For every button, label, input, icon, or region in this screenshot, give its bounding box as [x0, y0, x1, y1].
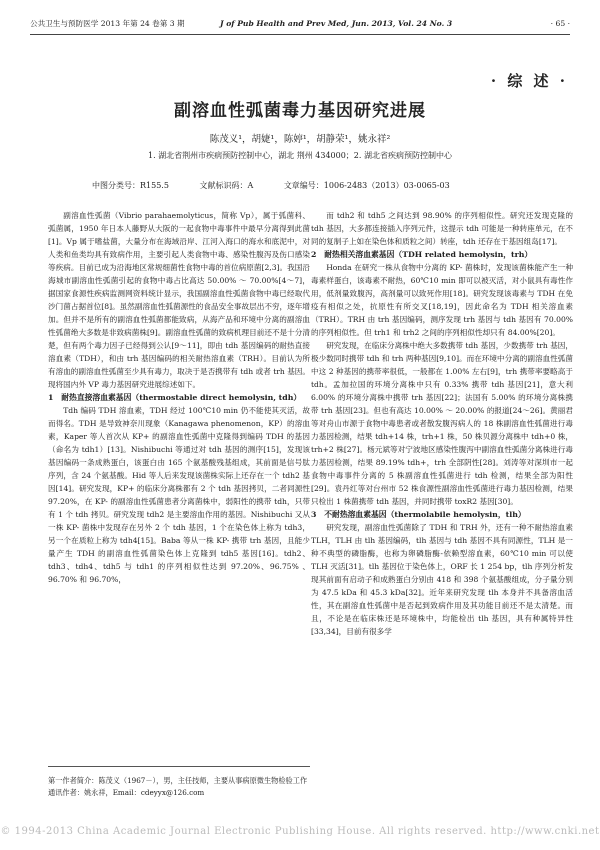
affiliations: 1. 湖北省荆州市疾病预防控制中心，湖北 荆州 434000；2. 湖北省疾病预防控制中心	[148, 151, 452, 160]
footnote	[48, 766, 310, 799]
left-column	[48, 209, 310, 586]
header-page-number: · 65 ·	[550, 19, 570, 28]
running-header	[30, 14, 570, 35]
continued-paragraph: 而 tdh2 和 tdh5 之间达到 98.90% 的序列相似性。研究还发现克隆的 tdh 基因，大多都连接插入序列元件，这提示 tdh 可能是一种转座单元，在不同的复制子上如在染色体和质粒之间）转座，tdh 还存在于基因组岛[17]。	[311, 211, 573, 246]
section-1-paragraph: Tdh 编码 TDH 溶血素，TDH 经过 100℃10 min 仍不能使其灭活，故而得名。TDH 是导致神奈川现象（Kanagawa phenomenon，KP）的溶血素，Kaper 等人首次从 KP+ 的副溶血性弧菌中克隆得到编码 TDH 的基因（命名为 tdh1）[13]。Nishibuchi 等通过对 tdh 基因的测序[15]，发现该基因编码一条成熟蛋白，该蛋白由 165 个氨基酸残基组成，其前面是信号肽序列，含 24 个氨基酸。Hid 等人后来发现该菌株实际上还存在一个 tdh2 基因[14]。研究发现，KP+ 的临床分离株都有 2 个 tdh 基因拷贝，二者同源性 97.20%，在 KP- 的副溶血性弧菌患者分离菌株中，弱阳性的携带 tdh，只带有 1 个 tdh 拷贝。研究发现 tdh2 是主要溶血作用的基因。Nishibuchi 又从一株 KP- 菌株中发现存在另外 2 个 tdh 基因，1 个在染色体上称为 tdh3，另一个在质粒上称为 tdh4[15]。Baba 等从一株 KP- 携带 trh 基因，且能少量产生 TDH 的副溶血性弧菌染色体上克隆到 tdh5 基因[16]。tdh2、tdh3、tdh4、tdh5 与 tdh1 的序列相似性达到 97.20%、96.75% 、96.70% 和 96.70%，	[48, 406, 310, 584]
section-2-paragraph-1: Honda 在研究一株从食物中分离的 KP- 菌株时，发现该菌株能产生一种毒素样蛋白，该毒素不耐热，60℃10 min 即可以被灭活，对小鼠具有毒性作用，低剂量致腹泻，高剂量可以致死作用[18]。研究发现该毒素与 TDH 在免疫有相似之处，抗原性有所交叉[18,19]，因此命名为 TDH 相关溶血素（TRH）。TRH 由 trh 基因编码，测序发现 trh 基因与 tdh 基因有 70.00% 的序列相似性。但 trh1 和 trh2 之间的序列相似性却只有 84.00%[20]。	[311, 263, 573, 337]
section-tag: · 综 述 ·	[490, 72, 568, 90]
right-column	[311, 209, 573, 638]
author-bio: 第一作者简介：陈茂义（1967－），男，主任技师，主要从事病原微生物检验工作	[48, 776, 308, 785]
header-journal-cn: 公共卫生与预防医学 2013 年第 24 卷第 3 期	[30, 19, 185, 28]
intro-paragraph: 副溶血性弧菌（Vibrio parahaemolyticus，简称 Vp），属于弧菌科、弧菌属，1950 年日本人藤野从大阪的一起食物中毒事件中最早分离得到此菌[1]。Vp 属于嗜盐菌，大量分布在海域沿岸、江河入海口的海水和底泥中，对人类和鱼类均具有致病作用，主要引起人类食物中毒、感染性腹泻及伤口感染等疾病。目前已成为沿海地区常规细菌性食物中毒的首位病原菌[2,3]。我国沿海城市副溶血性弧菌引起的食物中毒占比高达 50.00% ～ 70.00%[4～7]，据国家食源性疾病监测网资料统计显示，我国副溶血性弧菌食物中毒已经取代沙门菌占据首位[8]。虽然副溶血性弧菌源性的食品安全事故层出不穷，逐年增加。但并不是所有的副溶血性弧菌都能致病，从海产品和环境中分离的副溶血性弧菌绝大多数是非致病菌株[9]。副溶血性弧菌的致病机理目前还不是十分清楚，但有两个毒力因子已经得到公认[9～11]，即由 tdh 基因编码的耐热直接溶血素（TDH），和由 trh 基因编码的相关耐热溶血素（TRH）。目前认为所有溶血的副溶血性弧菌至少具有毒力，取决于是否携带有 tdh 或者 trh 基因。现将国内外 VP 毒力基因研究进展综述如下。	[48, 211, 310, 389]
article-id: 文章编号：1006-2483（2013）03-0065-03	[283, 181, 450, 190]
section-3-heading: 3 不耐热溶血素基因（thermolabile hemolysin，tlh）	[311, 510, 526, 519]
section-2-paragraph-2: 研究发现，在临床分离株中绝大多数携带 tdh 基因，少数携带 trh 基因，极少数同时携带 tdh 和 trh 两种基因[9,10]。而在环境中分离的副溶血性弧菌中这 2 种基因的携带率很低，一般都在 1.00% 左右[9]，trh 携带率要略高于 tdh。孟加拉国的环境分离株中只有 0.33% 携带 tdh 基因[21]，意大利 6.00% 的环境分离株中携带 trh 基因[22]；法国有 5.00% 的环境分离株携带 trh 基因[23]。但也有高达 10.00% ～ 20.00% 的报道[24～26]。黄丽君等对舟山市源于食物中毒患者或者散发腹泻病人的 18 株副溶血性弧菌进行毒力基因检测，结果 tdh+14 株，trh+1 株，50 株贝源分离株中 tdh+0 株，trh+2 株[27]。杨元斌等对宁波地区感染性腹泻中副溶血性弧菌分离株进行毒力基因检测，结果 89.19% tdh+，trh 全部阴性[28]。刘涛等对深圳市一起食物中毒事件分离的 5 株副溶血性弧菌进行 tdh 检测，结果全部为阳性[29]。袁丹红等对台州市 52 株食源性副溶血性弧菌进行毒力基因检测，结果只检出 1 株菌携带 tdh 基因，并同时携带 toxR2 基因[30]。	[311, 341, 573, 506]
section-1-heading: 1 耐热直接溶血素基因（thermostable direct hemolysin, tdh）	[48, 393, 302, 402]
article-title: 副溶血性弧菌毒力基因研究进展	[174, 101, 426, 121]
header-journal-en: J of Pub Health and Prev Med, Jun. 2013, Vol. 24 No. 3	[220, 19, 453, 28]
clc-number: 中图分类号：R155.5	[92, 181, 169, 190]
section-3-paragraph: 研究发现，副溶血性弧菌除了 TDH 和 TRH 外，还有一种不耐热溶血素 TLH，TLH 由 tlh 基因编码，tlh 基因与 tdh 基因不具有同源性，TLH 是一种不典型的磷脂酶，也称为卵磷脂酶-依赖型溶血素，60℃10 min 可以使 TLH 灭活[31]。tlh 基因位于染色体上，ORF 长 1 254 bp，tlh 序列分析发现其前面有启动子和成熟蛋白分别由 418 和 398 个氨基酸组成，分子量分别为 47.5 kDa 和 45.3 kDa[32]。近年来研究发现 tlh 本身并不具备溶血活性，其在副溶血性弧菌中是否起到致病作用及其功能目前还不是太清楚。而且，不论是在临床株还是环境株中，均能检出 tlh 基因，具有种属特异性[33,34]，目前有很多学	[311, 523, 573, 636]
copyright-footer: © 1994-2013 China Academic Journal Electronic Publishing House. All rights reserved. http://www.cnki.net	[0, 826, 600, 837]
corresponding-author: 通讯作者：姚永祥，Email：cdeyyx@126.com	[48, 788, 205, 797]
section-2-heading: 2 耐热相关溶血素基因（TDH related hemolysin，trh）	[311, 250, 533, 259]
author-list: 陈茂义¹，胡婕¹，陈婷¹，胡静荣¹，姚永祥²	[209, 134, 391, 145]
classification-line	[92, 180, 478, 191]
document-code: 文献标识码：A	[199, 181, 254, 190]
